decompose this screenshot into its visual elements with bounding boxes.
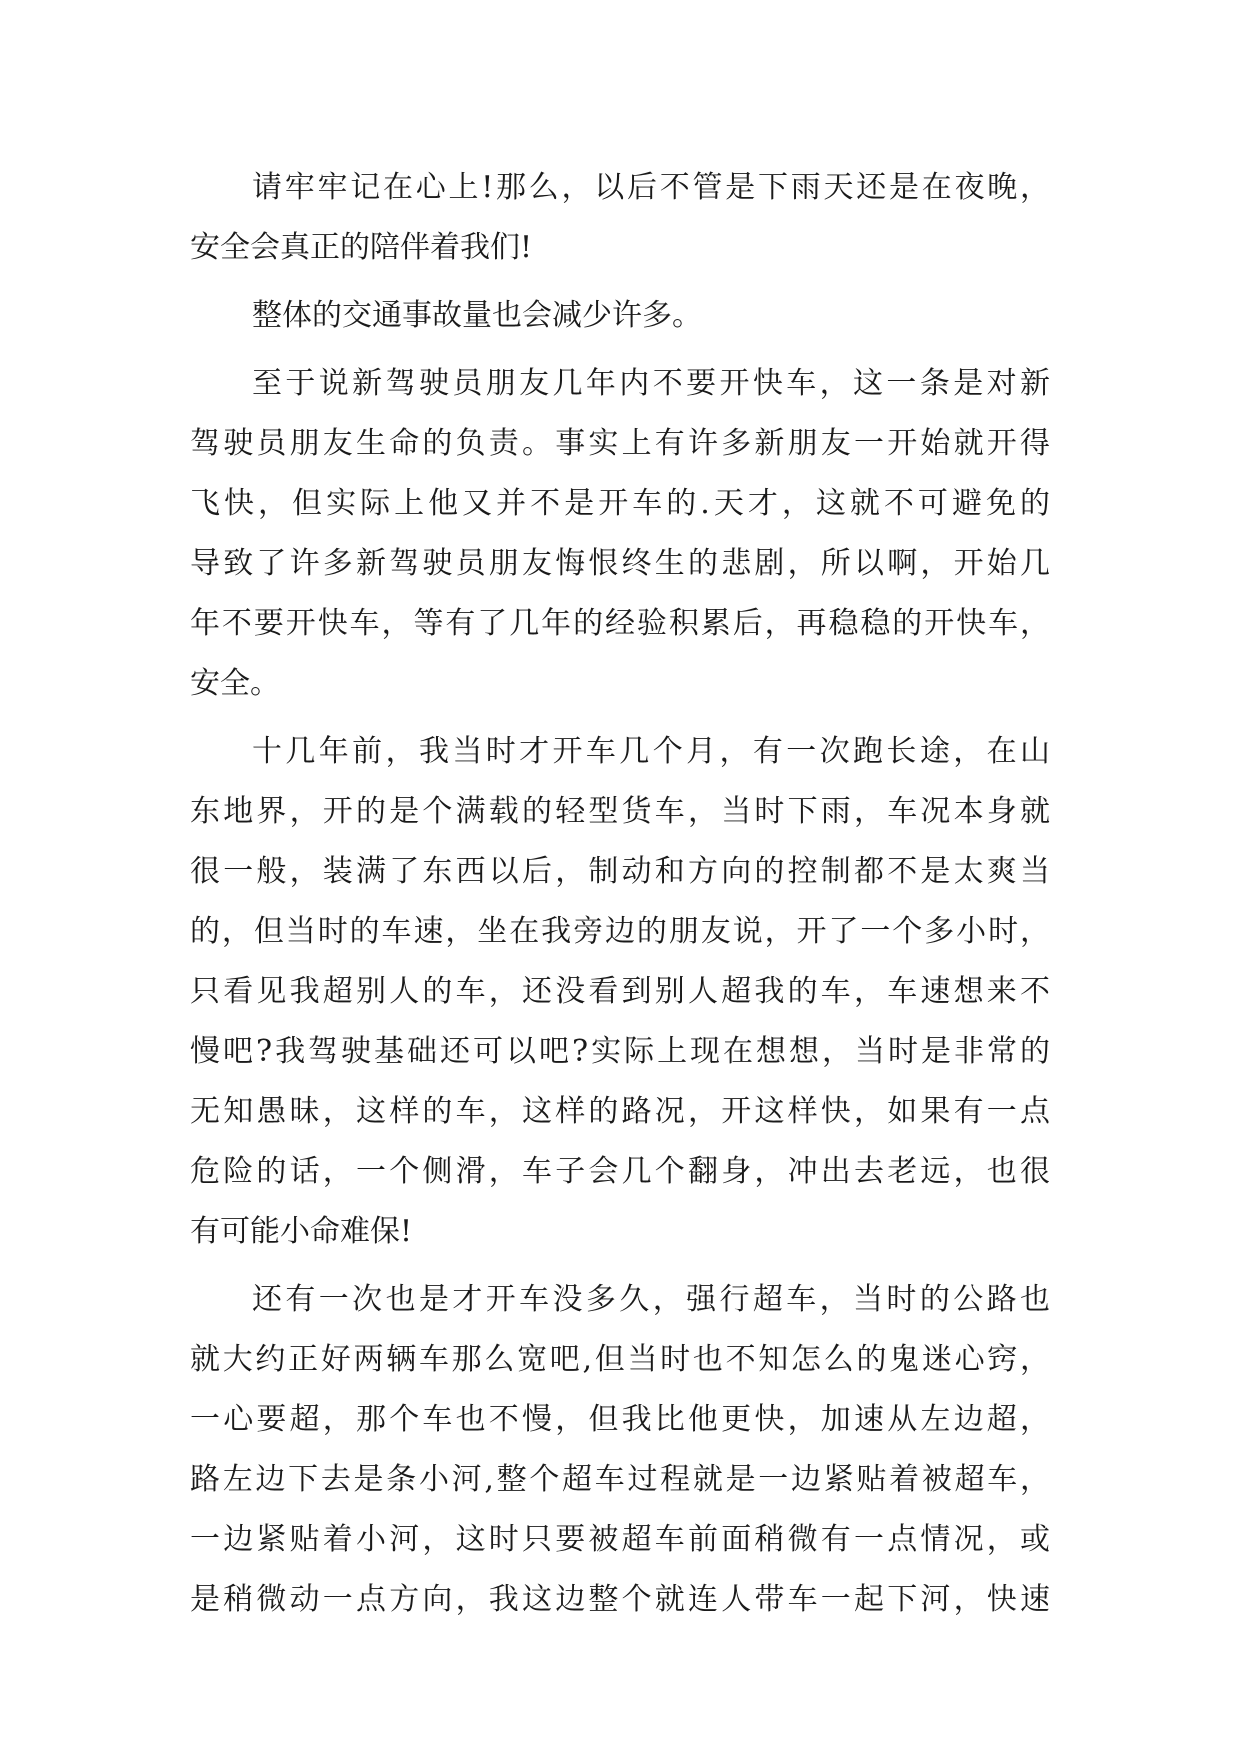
document-body (190, 158, 1050, 1630)
text-line: 驾驶员朋友生命的负责。事实上有许多新朋友一开始就开得 (190, 426, 1050, 461)
text-line: 安全会真正的陪伴着我们! (190, 230, 533, 265)
text-line: 安全。 (190, 666, 280, 701)
text-line: 路左边下去是条小河,整个超车过程就是一边紧贴着被超车， (190, 1462, 1050, 1497)
text-line: 十几年前，我当时才开车几个月，有一次跑长途，在山 (252, 734, 1050, 769)
text-line: 就大约正好两辆车那么宽吧,但当时也不知怎么的鬼迷心窍， (190, 1342, 1050, 1377)
paragraph (190, 722, 1050, 1262)
text-line: 是稍微动一点方向，我这边整个就连人带车一起下河，快速 (190, 1582, 1050, 1617)
text-line: 飞快，但实际上他又并不是开车的.天才，这就不可避免的 (190, 486, 1050, 521)
text-line: 有可能小命难保! (190, 1214, 413, 1249)
paragraph (190, 1270, 1050, 1630)
text-line: 东地界，开的是个满载的轻型货车，当时下雨，车况本身就 (190, 794, 1050, 829)
paragraph (190, 286, 1050, 346)
paragraph (190, 158, 1050, 278)
paragraph (190, 354, 1050, 714)
text-line: 年不要开快车，等有了几年的经验积累后，再稳稳的开快车， (190, 606, 1050, 641)
text-line: 整体的交通事故量也会减少许多。 (252, 298, 702, 333)
text-line: 很一般，装满了东西以后，制动和方向的控制都不是太爽当 (190, 854, 1050, 889)
text-line: 慢吧?我驾驶基础还可以吧?实际上现在想想，当时是非常的 (190, 1034, 1050, 1069)
text-line: 的，但当时的车速，坐在我旁边的朋友说，开了一个多小时， (190, 914, 1050, 949)
text-line: 只看见我超别人的车，还没看到别人超我的车，车速想来不 (190, 974, 1050, 1009)
text-line: 一心要超，那个车也不慢，但我比他更快，加速从左边超， (190, 1402, 1050, 1437)
text-line: 请牢牢记在心上!那么，以后不管是下雨天还是在夜晚， (252, 170, 1050, 205)
text-line: 无知愚昧，这样的车，这样的路况，开这样快，如果有一点 (190, 1094, 1050, 1129)
text-line: 还有一次也是才开车没多久，强行超车，当时的公路也 (252, 1282, 1050, 1317)
text-line: 危险的话，一个侧滑，车子会几个翻身，冲出去老远，也很 (190, 1154, 1050, 1189)
text-line: 一边紧贴着小河，这时只要被超车前面稍微有一点情况，或 (190, 1522, 1050, 1557)
text-line: 导致了许多新驾驶员朋友悔恨终生的悲剧，所以啊，开始几 (190, 546, 1050, 581)
text-line: 至于说新驾驶员朋友几年内不要开快车，这一条是对新 (252, 366, 1050, 401)
